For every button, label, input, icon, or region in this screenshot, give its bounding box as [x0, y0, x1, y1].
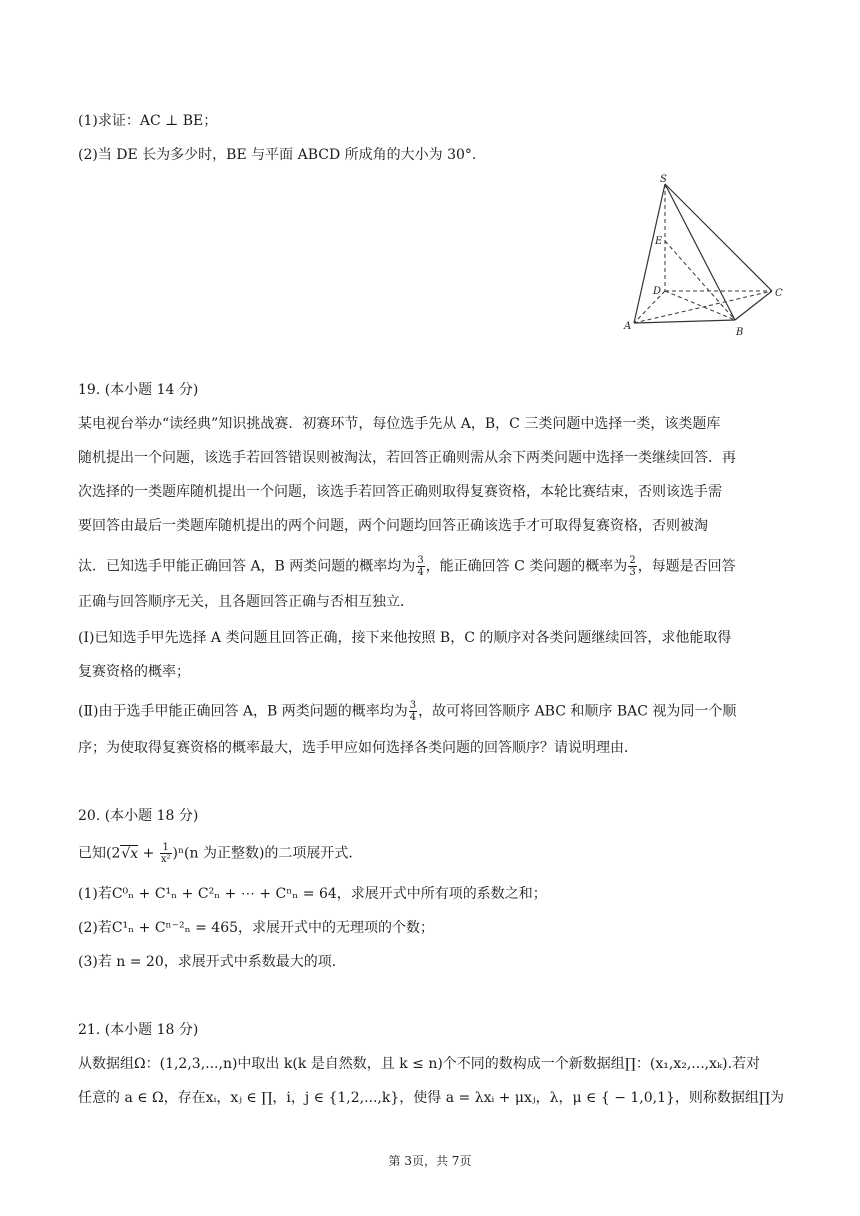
- q19-part2-b: ，故可将回答顺序 ABC 和顺序 BAC 视为同一个顺: [418, 703, 737, 720]
- fraction-three-quarters: $\frac{3}{4}$: [417, 555, 424, 578]
- q18-part1: (1)求证：AC ⊥ BE；: [78, 113, 218, 129]
- edge-sb: [665, 184, 735, 320]
- fraction-two-thirds: $\frac{2}{3}$: [629, 555, 636, 578]
- edge-sa: [634, 184, 665, 323]
- pyramid-figure: [615, 170, 795, 340]
- label-d: D: [653, 286, 662, 297]
- edge-db: [665, 291, 735, 320]
- label-c: C: [775, 288, 783, 299]
- q19-line5-a: 汰．已知选手甲能正确回答 A，B 两类问题的概率均为: [78, 558, 416, 575]
- fraction-one-over-x-squared: $\frac{1}{\text{x²}}$: [160, 842, 171, 865]
- q19-part2-a: (Ⅱ)由于选手甲能正确回答 A，B 两类问题的概率均为: [78, 703, 408, 720]
- q19-line3: 次选择的一类题库随机提出一个问题，该选手若回答正确则取得复赛资格，本轮比赛结束，否则该选手需: [78, 484, 722, 500]
- q19-line5-b: ，能正确回答 C 类问题的概率为: [425, 558, 628, 575]
- q20-intro-plus: +: [138, 845, 159, 862]
- q19-line2: 随机提出一个问题，该选手若回答错误则被淘汰，若回答正确则需从余下两类问题中选择一类继续回答．再: [78, 450, 736, 466]
- q19-header: 19. (本小题 14 分): [78, 382, 199, 398]
- page-footer: 第 3页，共 7页: [388, 1154, 472, 1168]
- sqrt-x: √x: [121, 845, 139, 862]
- q19-line4: 要回答由最后一类题库随机提出的两个问题，两个问题均回答正确该选手才可取得复赛资格，否则被淘: [78, 518, 708, 534]
- q20-header: 20. (本小题 18 分): [78, 808, 199, 824]
- label-s: S: [660, 174, 667, 185]
- q21-line1: 从数据组Ω：(1,2,3,...,n)中取出 k(k 是自然数，且 k ≤ n)个不同的数构成一个新数据组∏：(x₁,x₂,...,xₖ).若对: [78, 1056, 761, 1072]
- q19-line5: [78, 555, 736, 578]
- q21-line2: 任意的 a ∈ Ω，存在xᵢ，xⱼ ∈ ∏，i，j ∈ {1,2,...,k}，使得 a = λxᵢ + μxⱼ，λ，μ ∈ { − 1,0,1}，则称数据组∏为: [78, 1090, 785, 1106]
- q19-line6: 正确与回答顺序无关，且各题回答正确与否相互独立．: [78, 594, 414, 610]
- q19-part2-line1: [78, 700, 736, 723]
- q20-intro: [78, 842, 362, 865]
- q18-part2: (2)当 DE 长为多少时，BE 与平面 ABCD 所成角的大小为 30°.: [78, 147, 477, 163]
- fraction-three-quarters-2: $\frac{3}{4}$: [409, 700, 417, 723]
- label-e: E: [655, 236, 663, 247]
- q20-part2: (2)若C¹ₙ + Cⁿ⁻²ₙ = 465，求展开式中的无理项的个数；: [78, 920, 435, 936]
- q20-part3: (3)若 n = 20，求展开式中系数最大的项．: [78, 954, 346, 970]
- edge-ab: [634, 320, 735, 323]
- q20-intro-close: )ⁿ(n 为正整数)的二项展开式．: [172, 845, 363, 862]
- label-b: B: [736, 327, 744, 338]
- q19-line5-c: ，每题是否回答: [637, 558, 736, 575]
- label-a: A: [624, 321, 632, 332]
- edge-sc: [665, 184, 772, 291]
- q20-intro-open: 已知(2: [78, 845, 121, 862]
- q19-part1-line2: 复赛资格的概率；: [78, 664, 190, 680]
- q20-part1: (1)若C⁰ₙ + C¹ₙ + C²ₙ + ⋯ + Cⁿₙ = 64，求展开式中所有项的系数之和；: [78, 886, 547, 902]
- q21-header: 21. (本小题 18 分): [78, 1022, 199, 1038]
- q19-part2-line2: 序；为使取得复赛资格的概率最大，选手甲应如何选择各类问题的回答顺序？请说明理由．: [78, 740, 638, 756]
- q19-part1-line1: (Ⅰ)已知选手甲先选择 A 类问题且回答正确，接下来他按照 B，C 的顺序对各类问题继续回答，求他能取得: [78, 630, 732, 646]
- q19-line1: 某电视台举办“读经典”知识挑战赛．初赛环节，每位选手先从 A，B，C 三类问题中选择一类，该类题库: [78, 416, 721, 432]
